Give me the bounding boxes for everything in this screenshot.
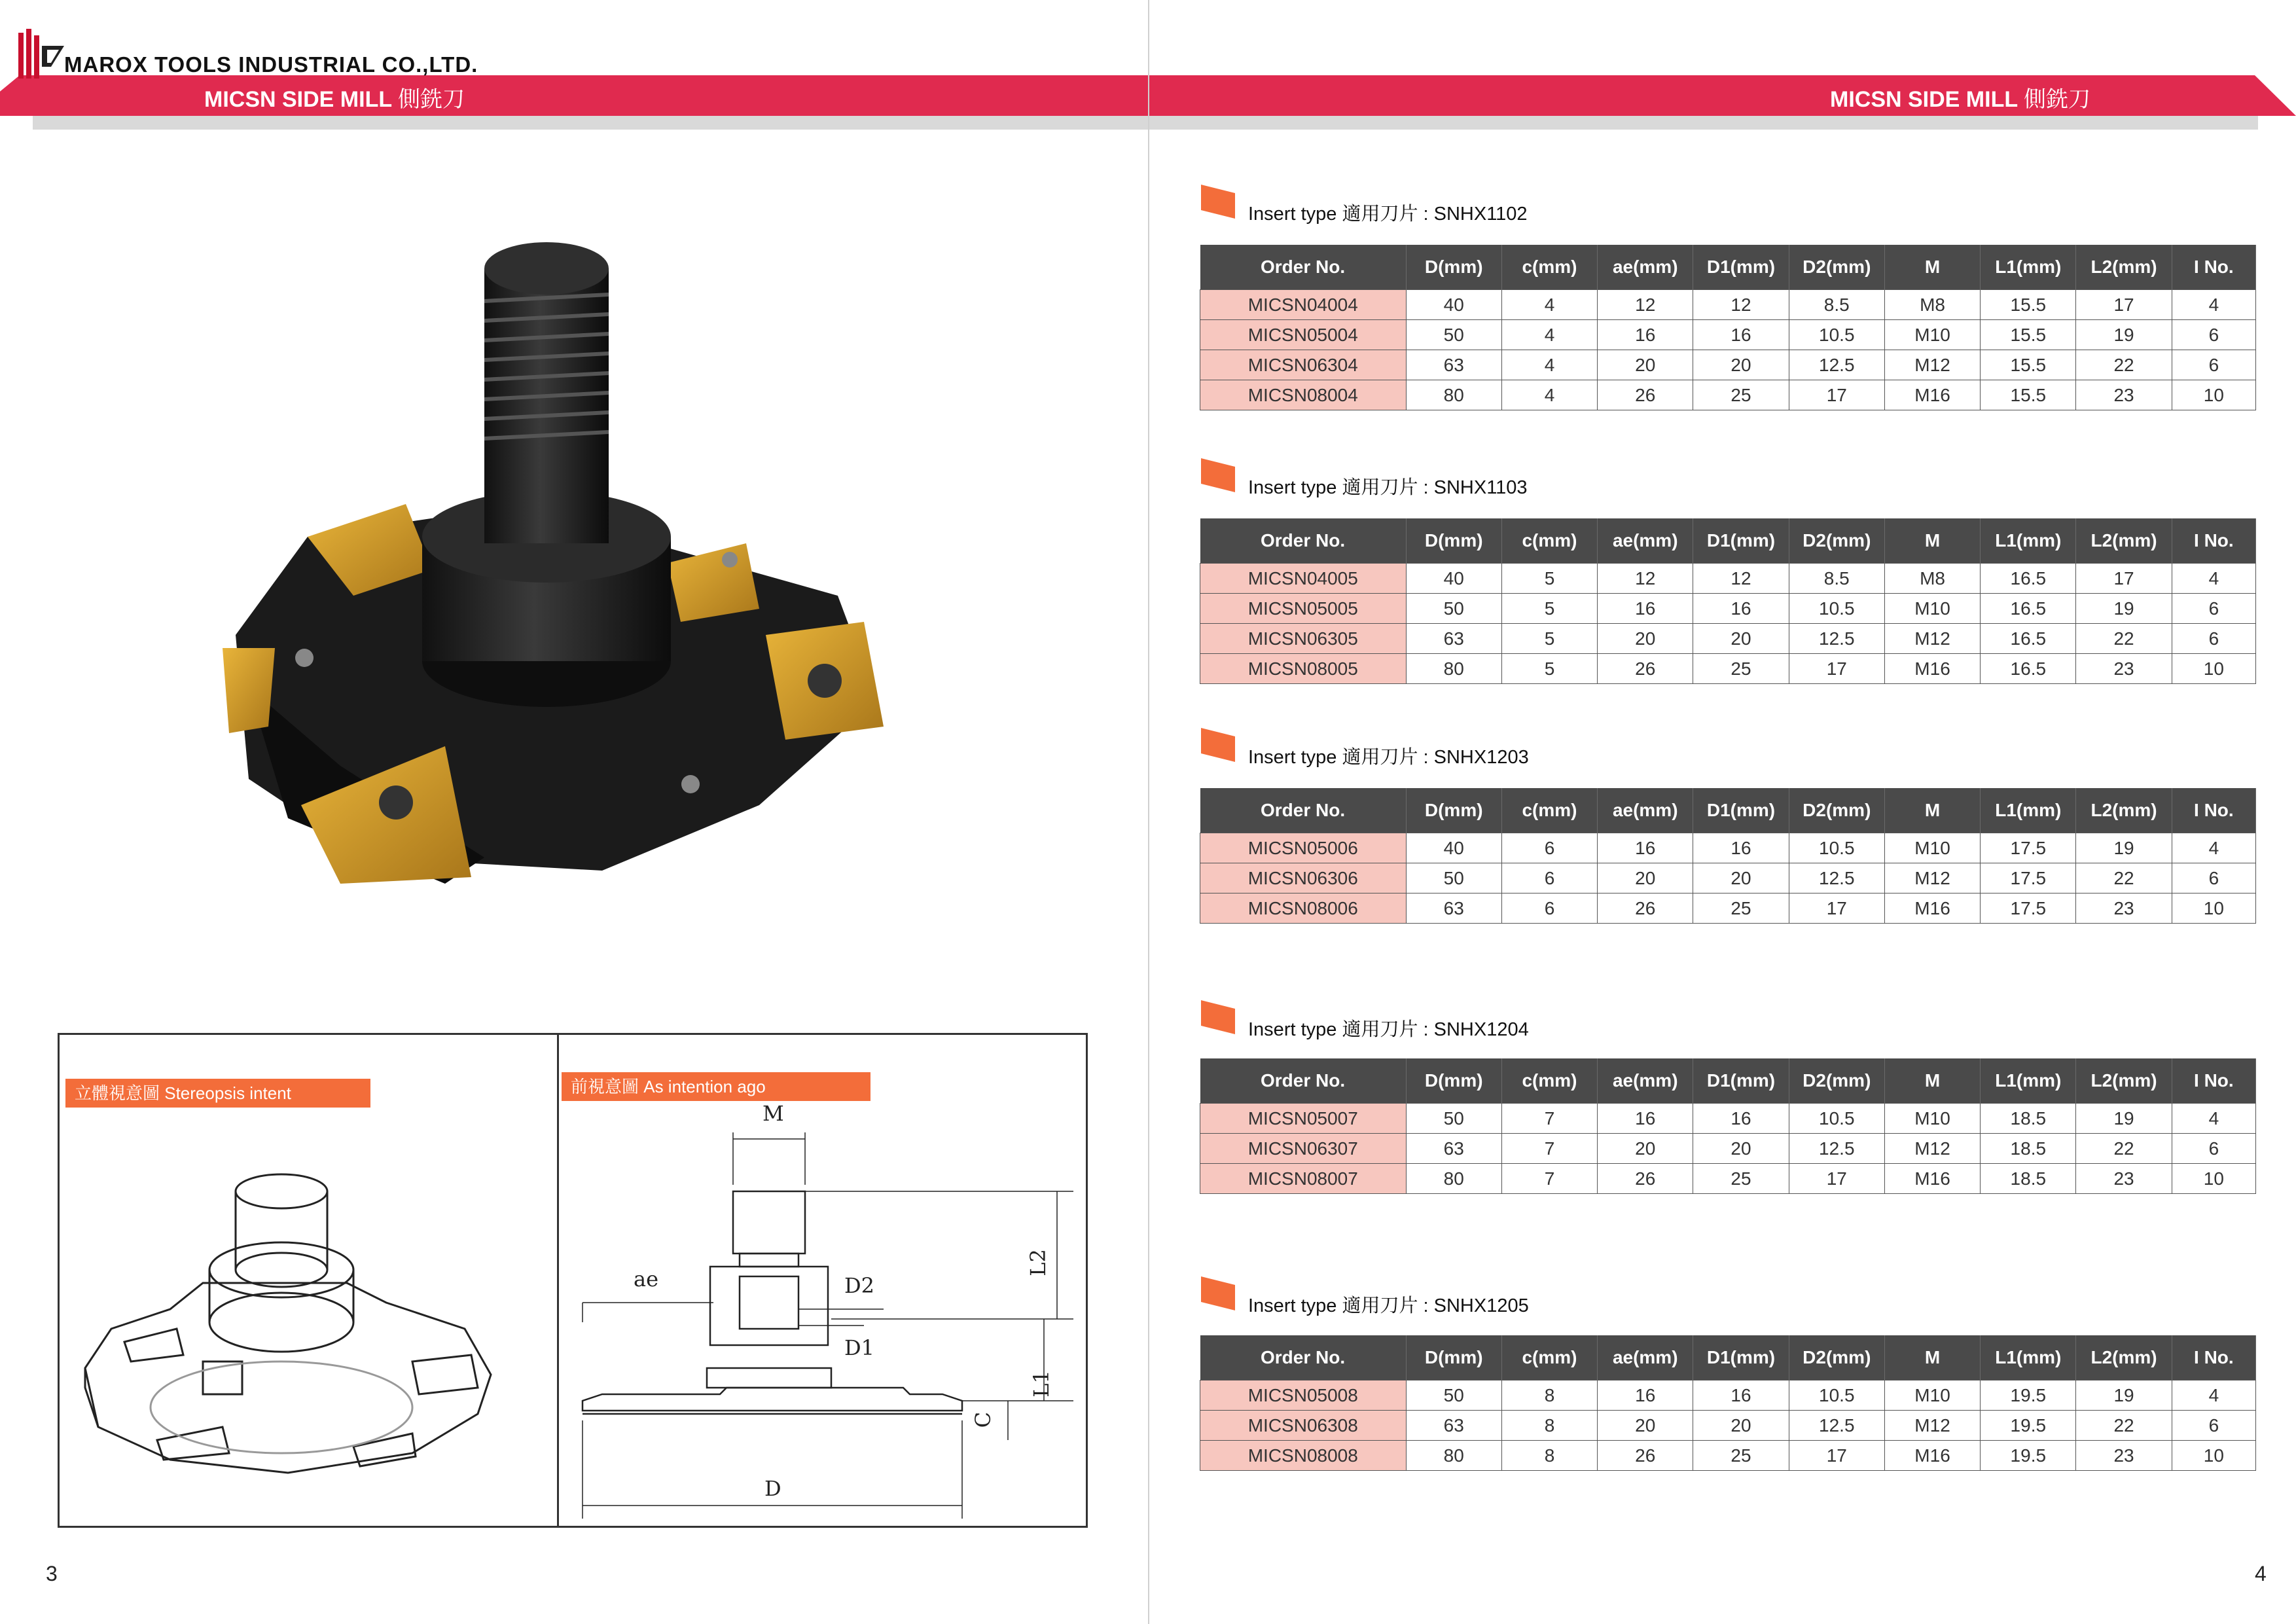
section-marker-icon — [1201, 1276, 1235, 1310]
table-cell: 12 — [1598, 564, 1693, 594]
order-number-cell: MICSN04004 — [1200, 290, 1407, 320]
table-row — [1200, 1134, 2256, 1164]
table-cell: 6 — [1501, 893, 1597, 924]
table-cell: 8 — [1501, 1380, 1597, 1411]
table-cell: M10 — [1884, 320, 1980, 350]
column-header: D(mm) — [1406, 1058, 1501, 1104]
table-cell: 6 — [2172, 1134, 2255, 1164]
column-header: ae(mm) — [1598, 1058, 1693, 1104]
table-cell: 63 — [1406, 1411, 1501, 1441]
table-header-row — [1200, 245, 2256, 290]
table-cell: M8 — [1884, 564, 1980, 594]
table-row — [1200, 320, 2256, 350]
table-cell: M16 — [1884, 380, 1980, 410]
table-cell: 16.5 — [1981, 564, 2076, 594]
order-number-cell: MICSN06306 — [1200, 863, 1407, 893]
table-cell: 16.5 — [1981, 594, 2076, 624]
table-cell: 25 — [1693, 654, 1789, 684]
page-number-left: 3 — [46, 1562, 58, 1585]
order-number-cell: MICSN08008 — [1200, 1441, 1407, 1471]
column-header: I No. — [2172, 1335, 2255, 1380]
table-cell: 4 — [2172, 564, 2255, 594]
order-number-cell: MICSN08004 — [1200, 380, 1407, 410]
table-cell: 40 — [1406, 290, 1501, 320]
table-cell: 4 — [1501, 320, 1597, 350]
table-row — [1200, 350, 2256, 380]
column-header: D1(mm) — [1693, 518, 1789, 564]
section-marker-icon — [1201, 185, 1235, 219]
table-cell: 50 — [1406, 594, 1501, 624]
table-cell: 16 — [1598, 833, 1693, 863]
table-cell: 12.5 — [1789, 1411, 1884, 1441]
column-header: Order No. — [1200, 245, 1407, 290]
table-cell: 10 — [2172, 1441, 2255, 1471]
table-cell: 8.5 — [1789, 564, 1884, 594]
table-cell: 22 — [2076, 1134, 2172, 1164]
company-logo — [18, 26, 71, 85]
drawing-divider — [557, 1033, 559, 1528]
column-header: I No. — [2172, 518, 2255, 564]
table-cell: 22 — [2076, 1411, 2172, 1441]
order-number-cell: MICSN05007 — [1200, 1104, 1407, 1134]
table-cell: 20 — [1693, 350, 1789, 380]
column-header: I No. — [2172, 788, 2255, 833]
table-cell: 22 — [2076, 863, 2172, 893]
insert-type-text: Insert type 適用刀片 : SNHX1103 — [1248, 477, 1528, 498]
table-cell: 12 — [1693, 564, 1789, 594]
table-cell: 40 — [1406, 833, 1501, 863]
table-cell: 23 — [2076, 380, 2172, 410]
section-marker-icon — [1201, 1000, 1235, 1034]
table-cell: 19.5 — [1981, 1380, 2076, 1411]
order-number-cell: MICSN05005 — [1200, 594, 1407, 624]
order-number-cell: MICSN06307 — [1200, 1134, 1407, 1164]
table-cell: 50 — [1406, 863, 1501, 893]
table-cell: 25 — [1693, 893, 1789, 924]
table-cell: 7 — [1501, 1164, 1597, 1194]
table-cell: 19 — [2076, 833, 2172, 863]
table-cell: M10 — [1884, 1380, 1980, 1411]
column-header: Order No. — [1200, 1335, 1407, 1380]
table-cell: M16 — [1884, 654, 1980, 684]
dim-D1: D1 — [844, 1335, 875, 1360]
dim-D2: D2 — [844, 1273, 875, 1298]
table-cell: 18.5 — [1981, 1104, 2076, 1134]
table-cell: 15.5 — [1981, 350, 2076, 380]
order-number-cell: MICSN05006 — [1200, 833, 1407, 863]
column-header: c(mm) — [1501, 518, 1597, 564]
column-header: ae(mm) — [1598, 245, 1693, 290]
dim-D: D — [764, 1476, 781, 1501]
table-cell: 50 — [1406, 1380, 1501, 1411]
table-cell: 6 — [2172, 350, 2255, 380]
table-cell: 5 — [1501, 594, 1597, 624]
table-cell: 4 — [1501, 290, 1597, 320]
column-header: I No. — [2172, 1058, 2255, 1104]
column-header: L1(mm) — [1981, 518, 2076, 564]
table-cell: 19 — [2076, 1104, 2172, 1134]
column-header: D1(mm) — [1693, 1335, 1789, 1380]
table-cell: 19 — [2076, 594, 2172, 624]
column-header: L1(mm) — [1981, 245, 2076, 290]
table-cell: 23 — [2076, 1441, 2172, 1471]
column-header: L2(mm) — [2076, 245, 2172, 290]
table-cell: M12 — [1884, 1134, 1980, 1164]
table-cell: 17.5 — [1981, 893, 2076, 924]
column-header: ae(mm) — [1598, 518, 1693, 564]
table-cell: 8 — [1501, 1441, 1597, 1471]
table-cell: 5 — [1501, 564, 1597, 594]
column-header: D1(mm) — [1693, 245, 1789, 290]
spec-table — [1200, 1335, 2256, 1471]
table-cell: 19 — [2076, 320, 2172, 350]
table-cell: M10 — [1884, 833, 1980, 863]
order-number-cell: MICSN06308 — [1200, 1411, 1407, 1441]
table-cell: 4 — [2172, 290, 2255, 320]
table-row — [1200, 1104, 2256, 1134]
table-row — [1200, 1164, 2256, 1194]
column-header: D2(mm) — [1789, 1335, 1884, 1380]
column-header: c(mm) — [1501, 1058, 1597, 1104]
table-cell: 26 — [1598, 1164, 1693, 1194]
table-cell: 22 — [2076, 350, 2172, 380]
table-cell: 17 — [1789, 654, 1884, 684]
table-cell: 4 — [2172, 1380, 2255, 1411]
table-row — [1200, 654, 2256, 684]
column-header: Order No. — [1200, 788, 1407, 833]
side-mill-product-image — [209, 229, 949, 916]
table-cell: 12 — [1598, 290, 1693, 320]
table-cell: 17 — [2076, 290, 2172, 320]
table-cell: 10.5 — [1789, 320, 1884, 350]
table-cell: 6 — [1501, 863, 1597, 893]
table-cell: 22 — [2076, 624, 2172, 654]
table-cell: 12.5 — [1789, 863, 1884, 893]
order-number-cell: MICSN05008 — [1200, 1380, 1407, 1411]
column-header: D(mm) — [1406, 788, 1501, 833]
spec-table — [1200, 1058, 2256, 1194]
table-row — [1200, 290, 2256, 320]
table-row — [1200, 624, 2256, 654]
table-cell: 20 — [1693, 1134, 1789, 1164]
table-header-row — [1200, 518, 2256, 564]
left-title-cn: 側銑刀 — [397, 87, 465, 112]
table-cell: M12 — [1884, 350, 1980, 380]
spec-table — [1200, 245, 2256, 410]
table-cell: 80 — [1406, 654, 1501, 684]
table-cell: M16 — [1884, 1441, 1980, 1471]
table-cell: 17 — [2076, 564, 2172, 594]
column-header: M — [1884, 1335, 1980, 1380]
order-number-cell: MICSN08006 — [1200, 893, 1407, 924]
column-header: c(mm) — [1501, 788, 1597, 833]
table-cell: 17 — [1789, 380, 1884, 410]
column-header: D2(mm) — [1789, 518, 1884, 564]
table-cell: 4 — [2172, 1104, 2255, 1134]
column-header: c(mm) — [1501, 245, 1597, 290]
table-cell: 6 — [2172, 320, 2255, 350]
column-header: D2(mm) — [1789, 245, 1884, 290]
table-cell: M10 — [1884, 594, 1980, 624]
spec-table — [1200, 788, 2256, 924]
right-title-cn: 側銑刀 — [2023, 87, 2090, 112]
table-cell: 8 — [1501, 1411, 1597, 1441]
column-header: M — [1884, 518, 1980, 564]
isometric-drawing — [72, 1165, 504, 1479]
column-header: c(mm) — [1501, 1335, 1597, 1380]
table-cell: 5 — [1501, 624, 1597, 654]
column-header: D2(mm) — [1789, 1058, 1884, 1104]
table-cell: 4 — [1501, 350, 1597, 380]
table-cell: 20 — [1598, 624, 1693, 654]
table-cell: 19 — [2076, 1380, 2172, 1411]
table-cell: 40 — [1406, 564, 1501, 594]
column-header: ae(mm) — [1598, 788, 1693, 833]
table-cell: 16 — [1693, 1104, 1789, 1134]
table-cell: 19.5 — [1981, 1411, 2076, 1441]
table-cell: 80 — [1406, 1164, 1501, 1194]
right-title-en: MICSN SIDE MILL — [1830, 87, 2018, 112]
left-page-title — [204, 81, 465, 113]
right-page-title — [1830, 81, 2090, 113]
table-cell: 10.5 — [1789, 833, 1884, 863]
order-number-cell: MICSN08005 — [1200, 654, 1407, 684]
column-header: M — [1884, 245, 1980, 290]
spec-table — [1200, 518, 2256, 684]
table-cell: 26 — [1598, 380, 1693, 410]
front-view-drawing — [576, 1113, 1086, 1525]
table-cell: M8 — [1884, 290, 1980, 320]
table-cell: 23 — [2076, 893, 2172, 924]
table-cell: 50 — [1406, 320, 1501, 350]
table-cell: 10 — [2172, 1164, 2255, 1194]
front-view-label: 前視意圖 As intention ago — [562, 1072, 870, 1101]
table-row — [1200, 893, 2256, 924]
table-cell: 25 — [1693, 1441, 1789, 1471]
table-cell: 20 — [1598, 1134, 1693, 1164]
header-shadow-band — [33, 115, 2258, 130]
dim-L1: L1 — [1028, 1370, 1054, 1398]
order-number-cell: MICSN05004 — [1200, 320, 1407, 350]
column-header: D(mm) — [1406, 1335, 1501, 1380]
column-header: M — [1884, 1058, 1980, 1104]
section-marker-icon — [1201, 458, 1235, 492]
table-cell: 16 — [1693, 594, 1789, 624]
table-cell: 10.5 — [1789, 1380, 1884, 1411]
table-cell: 63 — [1406, 893, 1501, 924]
dim-M: M — [762, 1101, 784, 1126]
table-cell: M12 — [1884, 863, 1980, 893]
table-row — [1200, 833, 2256, 863]
table-cell: 20 — [1598, 350, 1693, 380]
company-name: MAROX TOOLS INDUSTRIAL CO.,LTD. — [64, 52, 478, 77]
table-row — [1200, 863, 2256, 893]
table-cell: 16 — [1598, 1104, 1693, 1134]
table-cell: 23 — [2076, 1164, 2172, 1194]
table-cell: 17 — [1789, 1441, 1884, 1471]
order-number-cell: MICSN04005 — [1200, 564, 1407, 594]
table-cell: 6 — [2172, 863, 2255, 893]
table-cell: 17 — [1789, 893, 1884, 924]
table-cell: 16.5 — [1981, 654, 2076, 684]
table-row — [1200, 1441, 2256, 1471]
table-cell: 63 — [1406, 350, 1501, 380]
table-cell: 7 — [1501, 1134, 1597, 1164]
table-cell: 7 — [1501, 1104, 1597, 1134]
column-header: M — [1884, 788, 1980, 833]
table-header-row — [1200, 788, 2256, 833]
table-cell: 17 — [1789, 1164, 1884, 1194]
table-row — [1200, 1411, 2256, 1441]
table-cell: 63 — [1406, 624, 1501, 654]
table-cell: M12 — [1884, 1411, 1980, 1441]
table-cell: 20 — [1598, 863, 1693, 893]
table-cell: 12.5 — [1789, 1134, 1884, 1164]
table-cell: 10.5 — [1789, 594, 1884, 624]
table-cell: 12 — [1693, 290, 1789, 320]
table-cell: 15.5 — [1981, 320, 2076, 350]
column-header: D1(mm) — [1693, 1058, 1789, 1104]
table-cell: M16 — [1884, 893, 1980, 924]
table-cell: 8.5 — [1789, 290, 1884, 320]
column-header: L2(mm) — [2076, 518, 2172, 564]
insert-type-text: Insert type 適用刀片 : SNHX1203 — [1248, 747, 1529, 768]
table-cell: 15.5 — [1981, 380, 2076, 410]
table-cell: 26 — [1598, 1441, 1693, 1471]
insert-type-text: Insert type 適用刀片 : SNHX1204 — [1248, 1019, 1529, 1040]
table-row — [1200, 380, 2256, 410]
table-header-row — [1200, 1335, 2256, 1380]
table-cell: 6 — [2172, 594, 2255, 624]
table-cell: M10 — [1884, 1104, 1980, 1134]
table-cell: 16.5 — [1981, 624, 2076, 654]
table-cell: 16 — [1693, 320, 1789, 350]
dim-L2: L2 — [1025, 1249, 1050, 1276]
table-cell: 6 — [1501, 833, 1597, 863]
table-cell: 20 — [1693, 1411, 1789, 1441]
section-marker-icon — [1201, 728, 1235, 762]
table-row — [1200, 1380, 2256, 1411]
column-header: Order No. — [1200, 1058, 1407, 1104]
table-cell: 17.5 — [1981, 833, 2076, 863]
table-cell: 5 — [1501, 654, 1597, 684]
table-cell: 16 — [1598, 1380, 1693, 1411]
table-cell: 23 — [2076, 654, 2172, 684]
table-cell: 15.5 — [1981, 290, 2076, 320]
column-header: I No. — [2172, 245, 2255, 290]
table-cell: 10 — [2172, 893, 2255, 924]
dim-C: C — [971, 1411, 996, 1428]
table-cell: 6 — [2172, 1411, 2255, 1441]
page-spine — [1148, 0, 1149, 1624]
table-header-row — [1200, 1058, 2256, 1104]
table-cell: 26 — [1598, 893, 1693, 924]
table-row — [1200, 564, 2256, 594]
table-cell: 10 — [2172, 654, 2255, 684]
table-cell: 10 — [2172, 380, 2255, 410]
table-cell: 25 — [1693, 380, 1789, 410]
table-cell: 16 — [1598, 594, 1693, 624]
table-cell: 20 — [1693, 624, 1789, 654]
insert-type-text: Insert type 適用刀片 : SNHX1102 — [1248, 204, 1528, 225]
column-header: L1(mm) — [1981, 788, 2076, 833]
table-cell: 4 — [2172, 833, 2255, 863]
table-cell: 80 — [1406, 1441, 1501, 1471]
table-cell: 19.5 — [1981, 1441, 2076, 1471]
column-header: L1(mm) — [1981, 1335, 2076, 1380]
column-header: D1(mm) — [1693, 788, 1789, 833]
table-cell: 16 — [1693, 1380, 1789, 1411]
table-cell: 25 — [1693, 1164, 1789, 1194]
table-cell: 10.5 — [1789, 1104, 1884, 1134]
insert-type-text: Insert type 適用刀片 : SNHX1205 — [1248, 1295, 1529, 1316]
order-number-cell: MICSN06304 — [1200, 350, 1407, 380]
column-header: L1(mm) — [1981, 1058, 2076, 1104]
table-cell: 20 — [1693, 863, 1789, 893]
table-cell: 18.5 — [1981, 1164, 2076, 1194]
stereopsis-label: 立體視意圖 Stereopsis intent — [65, 1079, 370, 1108]
column-header: D(mm) — [1406, 245, 1501, 290]
table-cell: 50 — [1406, 1104, 1501, 1134]
table-cell: 16 — [1598, 320, 1693, 350]
table-cell: 20 — [1598, 1411, 1693, 1441]
table-cell: 12.5 — [1789, 350, 1884, 380]
column-header: L2(mm) — [2076, 1335, 2172, 1380]
dim-ae: ae — [634, 1267, 659, 1291]
table-cell: 16 — [1693, 833, 1789, 863]
order-number-cell: MICSN08007 — [1200, 1164, 1407, 1194]
table-cell: 17.5 — [1981, 863, 2076, 893]
table-cell: M12 — [1884, 624, 1980, 654]
table-row — [1200, 594, 2256, 624]
table-cell: 4 — [1501, 380, 1597, 410]
column-header: Order No. — [1200, 518, 1407, 564]
table-cell: 18.5 — [1981, 1134, 2076, 1164]
table-cell: 6 — [2172, 624, 2255, 654]
table-cell: 63 — [1406, 1134, 1501, 1164]
column-header: D2(mm) — [1789, 788, 1884, 833]
table-cell: 12.5 — [1789, 624, 1884, 654]
column-header: L2(mm) — [2076, 1058, 2172, 1104]
table-cell: M16 — [1884, 1164, 1980, 1194]
page-number-right: 4 — [2255, 1562, 2267, 1585]
column-header: D(mm) — [1406, 518, 1501, 564]
column-header: ae(mm) — [1598, 1335, 1693, 1380]
table-cell: 80 — [1406, 380, 1501, 410]
column-header: L2(mm) — [2076, 788, 2172, 833]
left-title-en: MICSN SIDE MILL — [204, 87, 392, 112]
table-cell: 26 — [1598, 654, 1693, 684]
order-number-cell: MICSN06305 — [1200, 624, 1407, 654]
